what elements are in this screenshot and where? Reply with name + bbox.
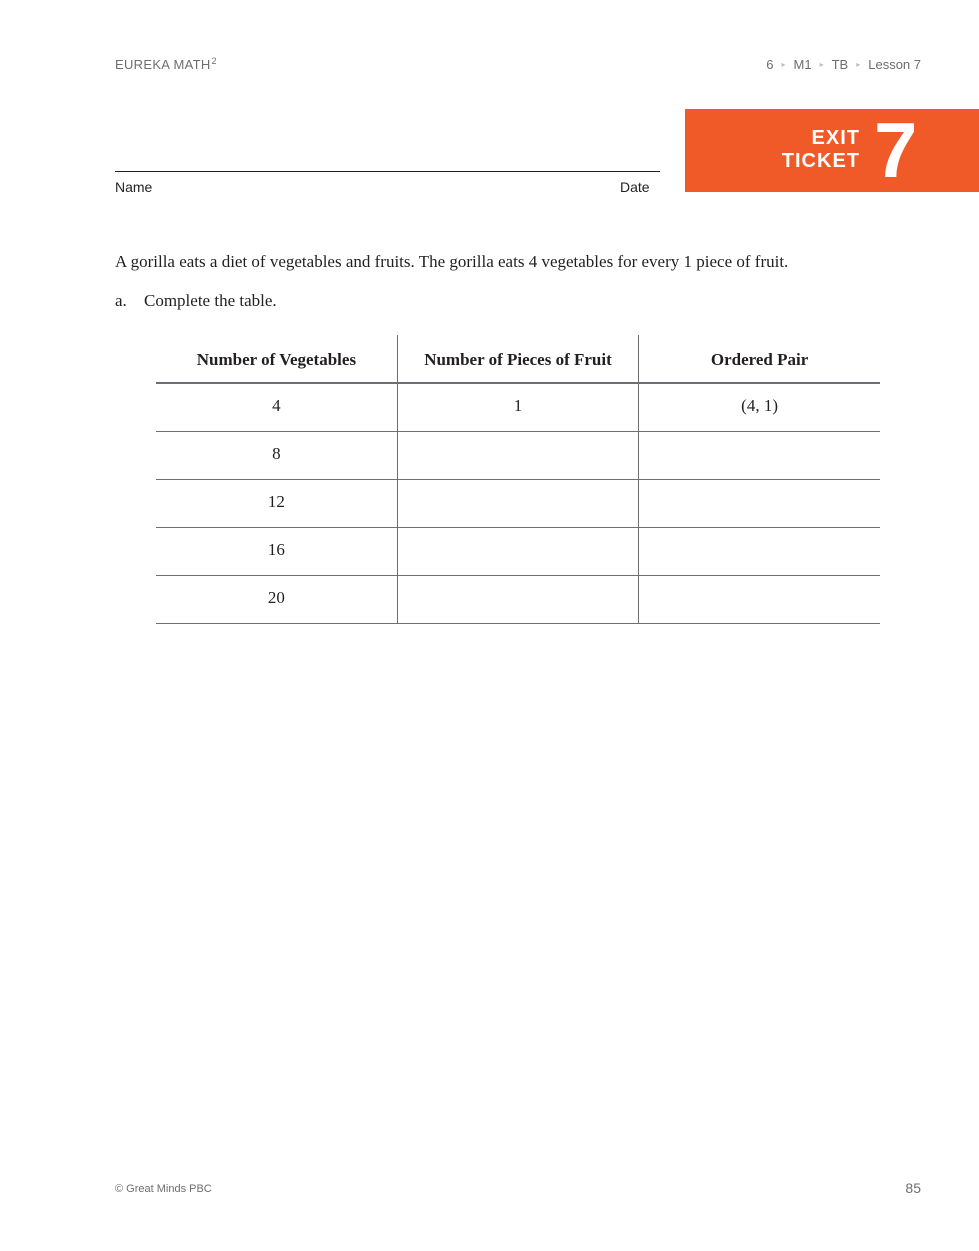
table-row: [156, 383, 880, 431]
breadcrumb-separator-icon: ▸: [819, 60, 824, 69]
exit-ticket-line2: TICKET: [781, 150, 860, 172]
problem-part-a: [115, 291, 277, 311]
vegetables-cell: 12: [156, 479, 397, 527]
exit-ticket-number: 7: [874, 106, 918, 194]
exit-ticket-badge: [685, 106, 979, 194]
breadcrumb-separator-icon: ▸: [781, 60, 786, 69]
breadcrumb-separator-icon: ▸: [856, 60, 861, 69]
ordered-pair-cell[interactable]: [639, 479, 880, 527]
fruit-cell: 1: [397, 383, 638, 431]
column-header-fruit: Number of Pieces of Fruit: [397, 335, 638, 383]
breadcrumb-module: M1: [793, 57, 812, 72]
breadcrumb: [766, 57, 921, 72]
fruit-cell[interactable]: [397, 479, 638, 527]
vegetables-cell: 20: [156, 575, 397, 623]
fruit-cell[interactable]: [397, 431, 638, 479]
table-row: [156, 431, 880, 479]
table-row: [156, 527, 880, 575]
breadcrumb-book: TB: [831, 57, 849, 72]
vegetables-cell: 4: [156, 383, 397, 431]
ordered-pair-cell: (4, 1): [639, 383, 880, 431]
vegetables-cell: 16: [156, 527, 397, 575]
fruit-cell[interactable]: [397, 527, 638, 575]
date-label: Date: [620, 179, 650, 195]
table-row: [156, 575, 880, 623]
name-label: Name: [115, 179, 153, 195]
brand-name: EUREKA MATH: [115, 57, 211, 72]
copyright-notice: © Great Minds PBC: [115, 1183, 212, 1195]
breadcrumb-lesson: Lesson 7: [868, 57, 921, 72]
ratio-table: [156, 335, 880, 624]
ordered-pair-cell[interactable]: [639, 431, 880, 479]
problem-prompt: A gorilla eats a diet of vegetables and fruits. The gorilla eats 4 vegetables for every 1 piece of fruit.: [115, 252, 789, 271]
part-letter: a.: [115, 291, 127, 310]
exit-ticket-title: [782, 127, 860, 173]
column-header-vegetables: Number of Vegetables: [156, 335, 397, 383]
brand-logo: [115, 56, 217, 72]
page-number: 85: [905, 1180, 921, 1196]
vegetables-cell: 8: [156, 431, 397, 479]
column-header-ordered-pair: Ordered Pair: [639, 335, 880, 383]
breadcrumb-grade: 6: [766, 57, 774, 72]
table-row: [156, 479, 880, 527]
name-date-line[interactable]: [115, 171, 660, 172]
ordered-pair-cell[interactable]: [639, 527, 880, 575]
brand-superscript: 2: [211, 56, 217, 66]
table-header-row: [156, 335, 880, 383]
part-instruction: Complete the table.: [144, 291, 277, 310]
ordered-pair-cell[interactable]: [639, 575, 880, 623]
exit-ticket-line1: EXIT: [811, 127, 860, 149]
fruit-cell[interactable]: [397, 575, 638, 623]
